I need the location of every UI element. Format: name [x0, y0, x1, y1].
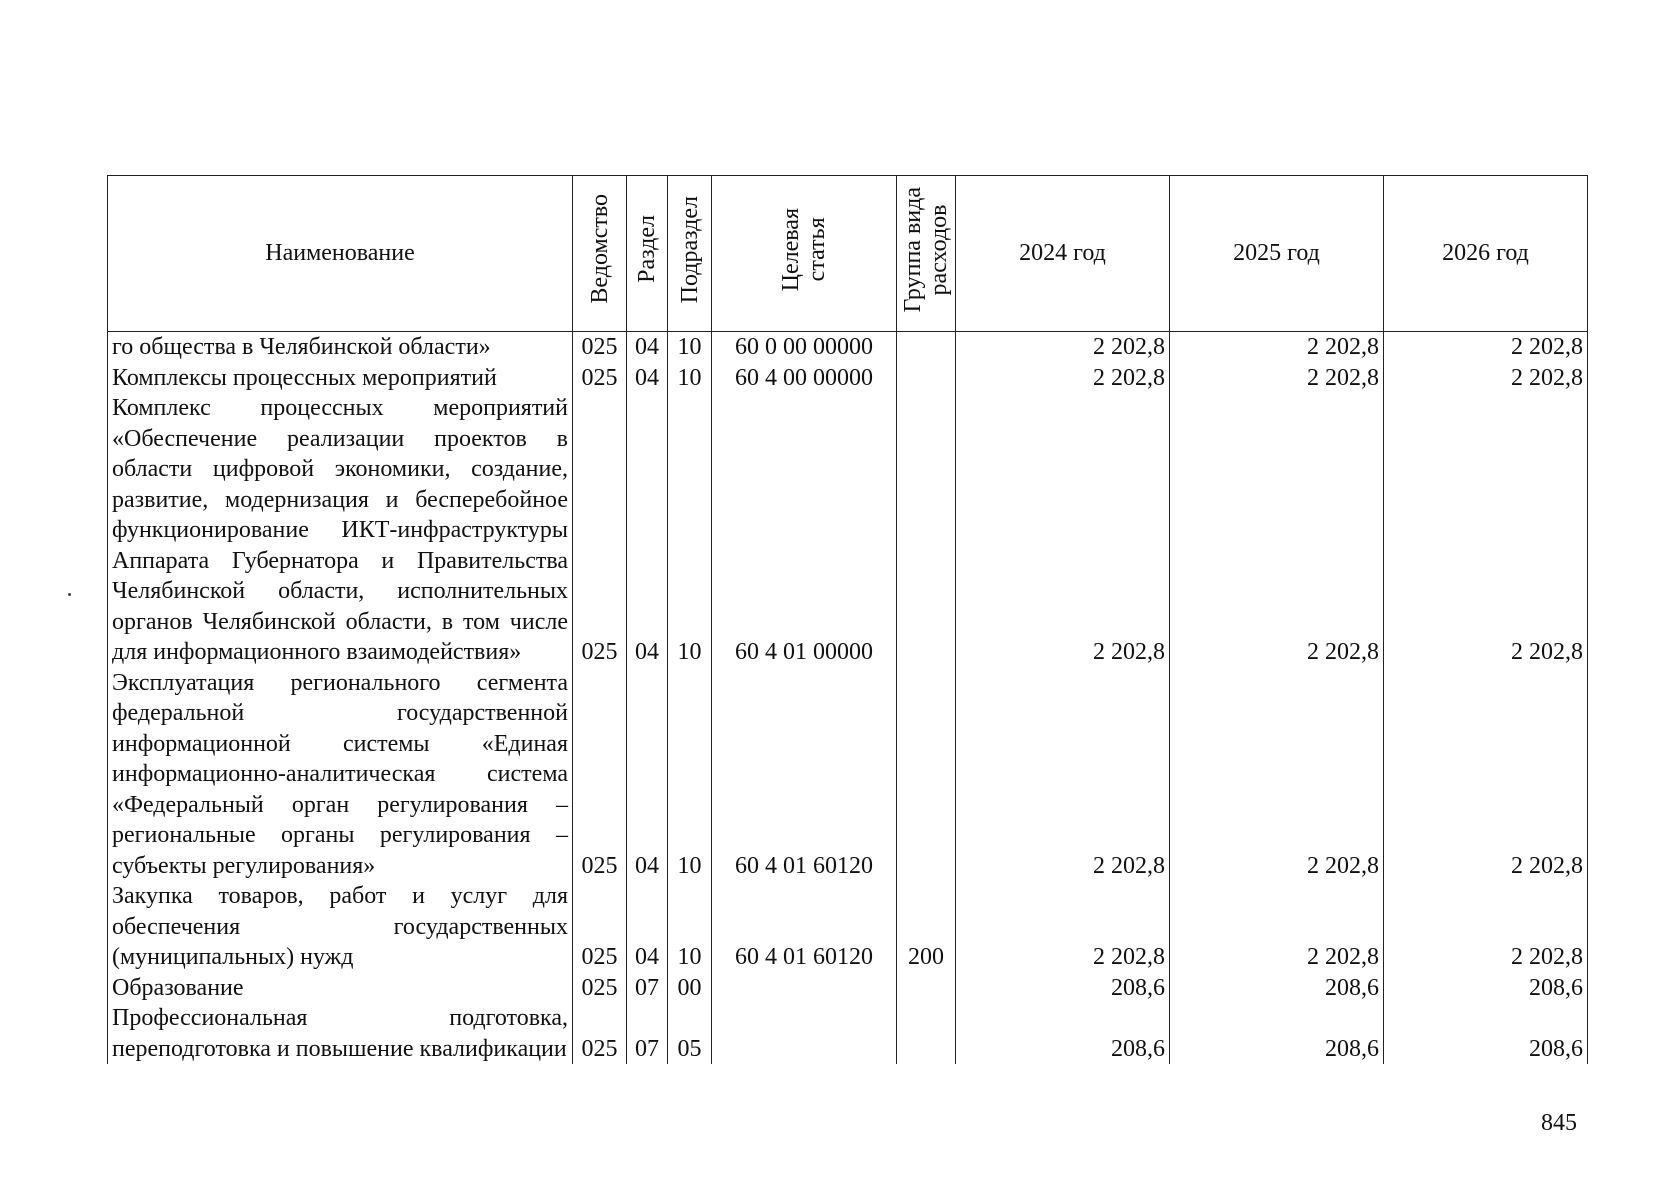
row-amount-2026: 2 202,8	[1384, 881, 1588, 973]
row-department: 025	[573, 363, 627, 394]
table-row	[108, 881, 1588, 973]
row-target-article	[712, 973, 897, 1004]
header-year-2025: 2025 год	[1170, 176, 1384, 332]
row-department: 025	[573, 393, 627, 668]
row-subsection: 10	[668, 668, 712, 882]
table-row	[108, 668, 1588, 882]
row-target-article: 60 4 01 60120	[712, 668, 897, 882]
row-amount-2026: 2 202,8	[1384, 668, 1588, 882]
table-row	[108, 332, 1588, 363]
row-name: Образование	[108, 973, 573, 1004]
row-department: 025	[573, 881, 627, 973]
header-expense-group: Группа вида расходов	[897, 176, 956, 332]
row-subsection: 00	[668, 973, 712, 1004]
row-amount-2024: 2 202,8	[956, 332, 1170, 363]
row-name: Профессиональная подготовка, переподготовка и повышение квалификации	[108, 1003, 573, 1064]
row-amount-2025: 208,6	[1170, 973, 1384, 1004]
row-target-article	[712, 1003, 897, 1064]
row-amount-2025: 2 202,8	[1170, 668, 1384, 882]
row-target-article: 60 4 01 00000	[712, 393, 897, 668]
row-amount-2024: 2 202,8	[956, 393, 1170, 668]
row-amount-2025: 2 202,8	[1170, 332, 1384, 363]
row-amount-2024: 208,6	[956, 1003, 1170, 1064]
row-amount-2025: 208,6	[1170, 1003, 1384, 1064]
row-subsection: 10	[668, 393, 712, 668]
row-amount-2026: 2 202,8	[1384, 393, 1588, 668]
row-subsection: 10	[668, 363, 712, 394]
row-department: 025	[573, 332, 627, 363]
row-amount-2024: 2 202,8	[956, 881, 1170, 973]
row-section: 07	[627, 1003, 668, 1064]
budget-table	[107, 175, 1588, 1064]
row-expense-group	[897, 973, 956, 1004]
row-department: 025	[573, 668, 627, 882]
table-header-row	[108, 176, 1588, 332]
row-department: 025	[573, 973, 627, 1004]
table-row	[108, 363, 1588, 394]
row-section: 04	[627, 363, 668, 394]
header-section: Раздел	[627, 176, 668, 332]
row-amount-2025: 2 202,8	[1170, 881, 1384, 973]
row-target-article: 60 0 00 00000	[712, 332, 897, 363]
row-expense-group	[897, 1003, 956, 1064]
table-row	[108, 973, 1588, 1004]
row-department: 025	[573, 1003, 627, 1064]
table-row	[108, 393, 1588, 668]
header-name: Наименование	[108, 176, 573, 332]
row-subsection: 10	[668, 881, 712, 973]
row-amount-2025: 2 202,8	[1170, 393, 1384, 668]
header-subsection: Подраздел	[668, 176, 712, 332]
row-name: Закупка товаров, работ и услуг для обеспечения государственных (муниципальных) нужд	[108, 881, 573, 973]
row-amount-2026: 2 202,8	[1384, 332, 1588, 363]
row-expense-group	[897, 363, 956, 394]
row-amount-2024: 2 202,8	[956, 363, 1170, 394]
row-subsection: 10	[668, 332, 712, 363]
row-amount-2026: 2 202,8	[1384, 363, 1588, 394]
row-section: 04	[627, 881, 668, 973]
row-section: 04	[627, 668, 668, 882]
row-amount-2024: 208,6	[956, 973, 1170, 1004]
row-name: Эксплуатация регионального сегмента федеральной государственной информационной системы «Единая информационно-аналитическая система «Федеральный орган регулирования – региональные органы регулирования – субъекты регулирования»	[108, 668, 573, 882]
header-year-2024: 2024 год	[956, 176, 1170, 332]
row-amount-2025: 2 202,8	[1170, 363, 1384, 394]
row-amount-2026: 208,6	[1384, 973, 1588, 1004]
row-target-article: 60 4 01 60120	[712, 881, 897, 973]
row-expense-group	[897, 393, 956, 668]
scan-speck	[68, 593, 71, 596]
header-target-article: Целевая статья	[712, 176, 897, 332]
table-row	[108, 1003, 1588, 1064]
row-target-article: 60 4 00 00000	[712, 363, 897, 394]
row-amount-2026: 208,6	[1384, 1003, 1588, 1064]
row-subsection: 05	[668, 1003, 712, 1064]
row-expense-group: 200	[897, 881, 956, 973]
page-number: 845	[1541, 1110, 1577, 1136]
row-expense-group	[897, 332, 956, 363]
row-amount-2024: 2 202,8	[956, 668, 1170, 882]
row-section: 04	[627, 393, 668, 668]
header-year-2026: 2026 год	[1384, 176, 1588, 332]
row-expense-group	[897, 668, 956, 882]
row-section: 04	[627, 332, 668, 363]
row-name: Комплексы процессных мероприятий	[108, 363, 573, 394]
header-department: Ведомство	[573, 176, 627, 332]
row-name: Комплекс процессных мероприятий «Обеспечение реализации проектов в области цифровой экономики, создание, развитие, модернизация и бесперебойное функционирование ИКТ-инфраструктуры Аппарата Губернатора и Правительства Челябинской области, исполнительных органов Челябинской области, в том числе для информационного взаимодействия»	[108, 393, 573, 668]
row-name: го общества в Челябинской области»	[108, 332, 573, 363]
row-section: 07	[627, 973, 668, 1004]
